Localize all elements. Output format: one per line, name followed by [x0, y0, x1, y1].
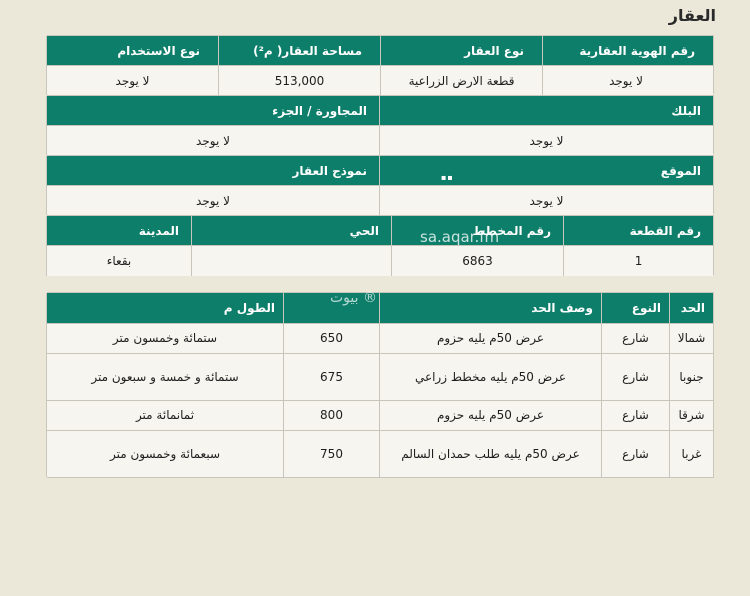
header-plot-number: رقم القطعة: [563, 216, 713, 245]
header-usage-type: نوع الاستخدام: [46, 36, 218, 65]
row-west-length: 750: [283, 430, 379, 477]
watermark-logo: بيوت ®: [330, 290, 377, 306]
block-section: [47, 95, 714, 154]
value-city: بقعاء: [46, 245, 191, 276]
value-block: لا يوجد: [379, 125, 713, 155]
value-neighborhood-part: لا يوجد: [46, 125, 379, 155]
header-block: البلك: [379, 96, 713, 125]
value-location: لا يوجد: [379, 185, 713, 215]
header-location: الموقع: [379, 156, 713, 185]
page-title: العقار: [668, 6, 716, 25]
row-north-length: 650: [283, 323, 379, 353]
row-west-length-text: سبعمائة وخمسون متر: [46, 430, 283, 477]
row-east-length-text: ثمانمائة متر: [46, 400, 283, 430]
header-property-area: مساحة العقار( م²): [218, 36, 380, 65]
row-north-length-text: ستمائة وخمسون متر: [46, 323, 283, 353]
property-info-section: [47, 35, 714, 94]
row-east-type: شارع: [601, 400, 669, 430]
row-west-desc: عرض 50م يليه طلب حمدان السالم: [379, 430, 601, 477]
header-length-number: [283, 293, 379, 323]
row-south-length: 675: [283, 353, 379, 400]
row-south-type: شارع: [601, 353, 669, 400]
header-side: الحد: [669, 293, 713, 323]
row-south-desc: عرض 50م يليه مخطط زراعي: [379, 353, 601, 400]
watermark-site: sa.aqar.fm: [420, 228, 500, 246]
row-south-side: جنوبا: [669, 353, 713, 400]
header-city: المدينة: [46, 216, 191, 245]
value-property-area: 513,000: [218, 65, 380, 95]
value-district: [191, 245, 391, 276]
location-section: [47, 155, 714, 214]
value-property-model: لا يوجد: [46, 185, 379, 215]
value-property-type: قطعة الارض الزراعية: [380, 65, 542, 95]
value-plot-number: 1: [563, 245, 713, 276]
row-west-type: شارع: [601, 430, 669, 477]
row-north-type: شارع: [601, 323, 669, 353]
header-neighborhood-part: المجاورة / الجزء: [46, 96, 379, 125]
row-north-desc: عرض 50م يليه حزوم: [379, 323, 601, 353]
plot-section: [47, 215, 714, 275]
value-plan-number: 6863: [391, 245, 563, 276]
header-property-id: رقم الهوية العقارية: [542, 36, 713, 65]
value-property-id: لا يوجد: [542, 65, 713, 95]
row-east-desc: عرض 50م يليه حزوم: [379, 400, 601, 430]
header-type: النوع: [601, 293, 669, 323]
value-usage-type: لا يوجد: [46, 65, 218, 95]
row-north-side: شمالا: [669, 323, 713, 353]
header-length: الطول م: [46, 293, 283, 323]
row-east-side: شرقا: [669, 400, 713, 430]
boundaries-table: [47, 292, 714, 478]
header-description: وصف الحد: [379, 293, 601, 323]
header-plan-number: رقم المخطط: [391, 216, 563, 245]
header-property-model: نموذج العقار: [46, 156, 379, 185]
row-east-length: 800: [283, 400, 379, 430]
row-south-length-text: ستمائة و خمسة و سبعون متر: [46, 353, 283, 400]
location-dots: ▪▪: [441, 173, 454, 182]
row-west-side: غربا: [669, 430, 713, 477]
header-district: الحي: [191, 216, 391, 245]
header-property-type: نوع العقار: [380, 36, 542, 65]
